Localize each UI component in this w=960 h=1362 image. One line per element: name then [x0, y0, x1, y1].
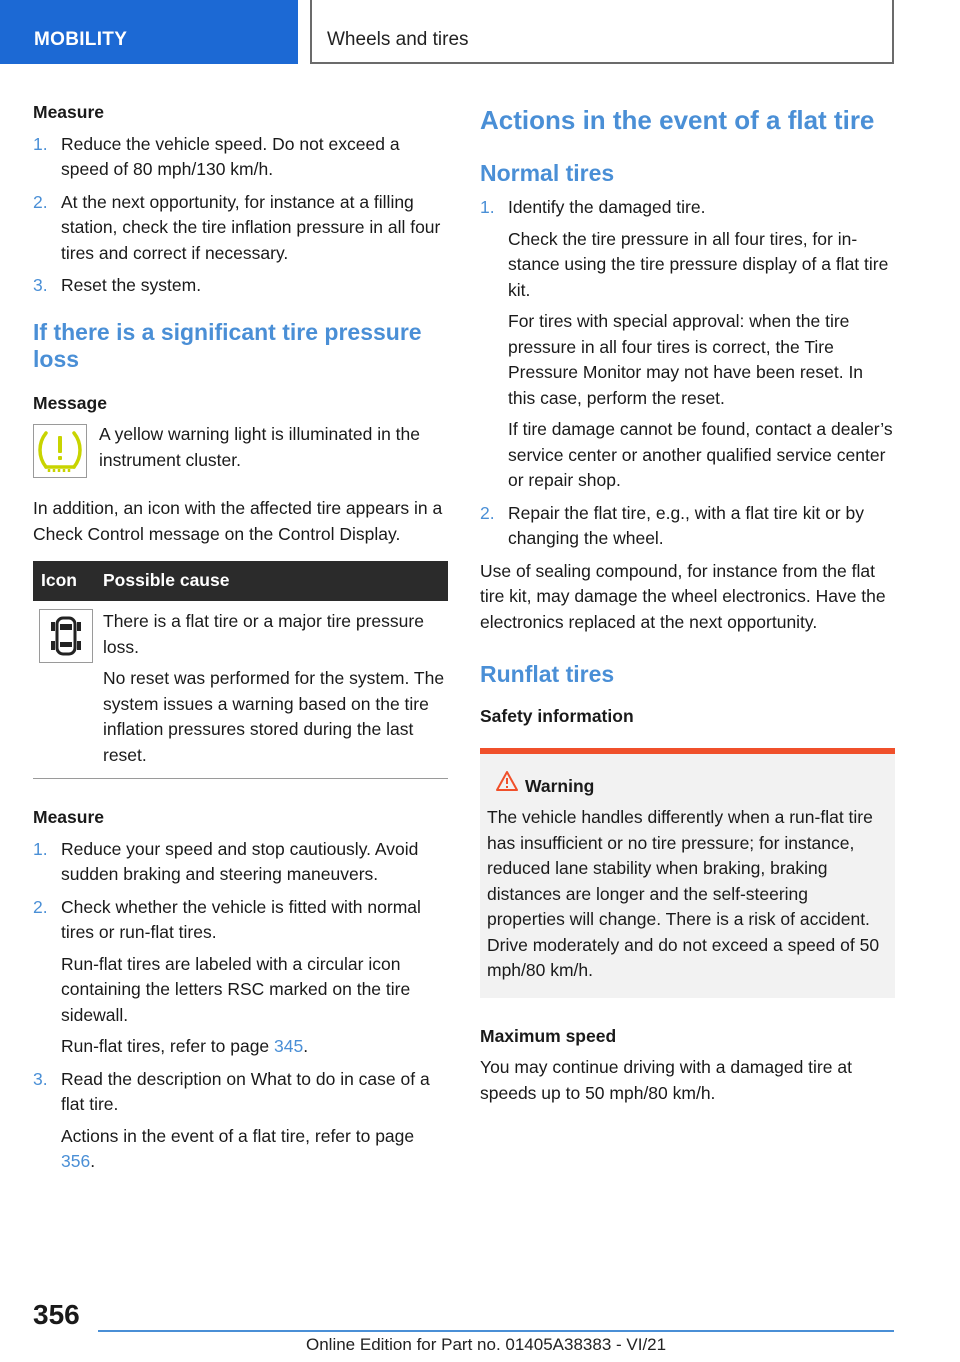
list-item: 3. Read the description on What to do in case of a flat tire. Actions in the event of a flat tire, refer to page 356.: [33, 1068, 430, 1171]
section-label: MOBILITY: [34, 29, 128, 50]
list-item: 1. Reduce the vehicle speed. Do not exceed a speed of 80 mph/130 km/h.: [33, 133, 400, 179]
safety-heading: Safety information: [480, 706, 634, 726]
section-tab: [0, 0, 298, 64]
warning-title: Warning: [525, 775, 595, 796]
column-header-cause: Possible cause: [97, 561, 448, 601]
runflat-heading: Runflat tires: [480, 661, 615, 687]
page-number: 356: [33, 1299, 80, 1330]
addition-paragraph: In addition, an icon with the affected tire appears in a Check Control message on the Control Display.: [33, 498, 443, 544]
measure-list-1: [33, 132, 448, 299]
warning-text: The vehicle handles differently when a run-flat tire has insufficient or no tire pressure; for instance, reduced lane stability when braking, braking distances are longer and the self-steering properties will change. There is a risk of accident. Drive moderately and do not exceed a speed of 50 mph/80 km/h.: [487, 807, 880, 980]
max-speed-text: You may continue driving with a damaged tire at speeds up to 50 mph/80 km/h.: [480, 1057, 852, 1103]
cause-text-2: No reset was performed for the system. The system issues a warning based on the tire inflation pressures stored during the last reset.: [103, 668, 445, 765]
right-column: [480, 100, 895, 1106]
normal-tires-heading: Normal tires: [480, 160, 615, 186]
column-header-icon: Icon: [33, 561, 97, 601]
measure-heading-1: Measure: [33, 102, 105, 122]
measure-list-2: [33, 837, 448, 1175]
chapter-title: Wheels and tires: [327, 29, 469, 50]
list-item: 2. Repair the flat tire, e.g., with a flat tire kit or by changing the wheel.: [480, 502, 864, 548]
tire-pressure-warning-icon: [33, 424, 87, 478]
cause-text-1: There is a flat tire or a major tire pressure loss.: [103, 611, 424, 657]
message-block: [33, 422, 448, 486]
sealing-paragraph: Use of sealing compound, for instance from the flat tire kit, may damage the wheel electronics. Have the electronics replaced at the next opportunity.: [480, 560, 886, 632]
flat-tire-heading: Actions in the event of a flat tire: [480, 105, 875, 135]
list-item: 2. At the next opportunity, for instance at a filling station, check the tire inflation pressure in all four tires and correct if necessary.: [33, 191, 441, 263]
left-column: [33, 100, 448, 1182]
page-link-345[interactable]: 345: [274, 1036, 304, 1056]
icon-cause-table: [33, 561, 448, 779]
list-item: 1. Reduce your speed and stop cautiously. Avoid sudden braking and steering maneuvers.: [33, 838, 419, 884]
page-link-356[interactable]: 356: [61, 1151, 91, 1171]
list-item: 2. Check whether the vehicle is fitted with normal tires or run-flat tires. Run-flat tires are labeled with a circular icon containing the letters RSC marked on the tire sidewall. Run-flat tires, refer to page 345.: [33, 896, 421, 1056]
pressure-loss-heading: If there is a significant tire pressure loss: [33, 318, 422, 372]
edition-text: Online Edition for Part no. 01405A38383 - VI/21: [306, 1335, 667, 1354]
chapter-tab: [310, 0, 894, 64]
flat-tire-car-icon: [39, 609, 93, 663]
max-speed-heading: Maximum speed: [480, 1025, 617, 1046]
warning-triangle-icon: [495, 770, 519, 792]
measure-heading-2: Measure: [33, 807, 105, 827]
message-heading: Message: [33, 392, 107, 413]
list-item: 1. Identify the damaged tire. Check the tire pressure in all four tires, for instance using the tire pressure display of a flat tire kit. For tires with special approval: when the tire pressure in all four tires is correct, the Tire Pressure Monitor may not have been reset. In this case, perform the reset. If tire damage cannot be found, contact a dealer’s service center or another qualified service center or repair shop.: [480, 197, 893, 490]
message-text: A yellow warning light is illuminated in the instrument cluster.: [99, 424, 420, 470]
list-item: 3. Reset the system.: [33, 275, 202, 295]
table-row: [33, 601, 448, 779]
normal-tires-list: [480, 195, 895, 552]
warning-box: [480, 748, 895, 998]
